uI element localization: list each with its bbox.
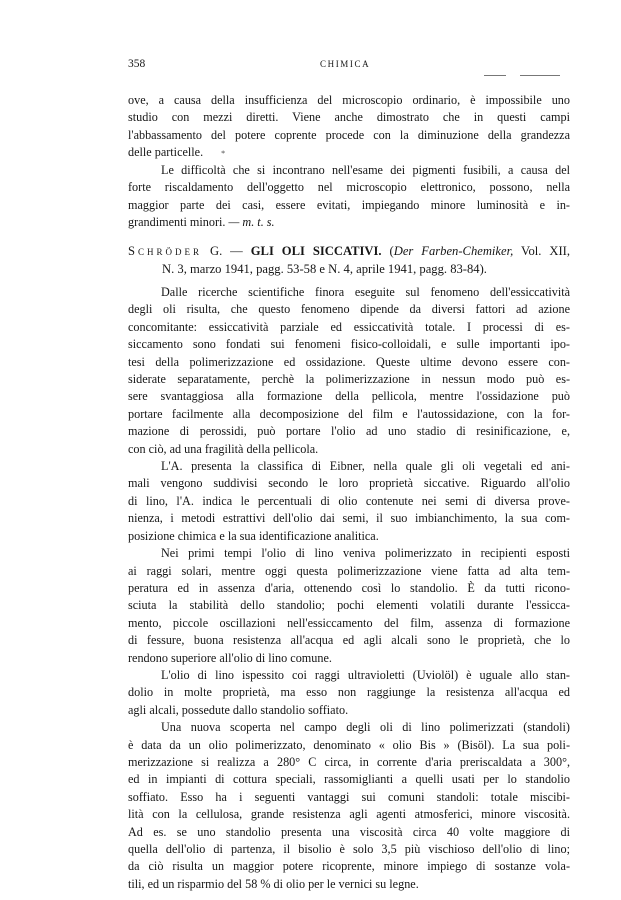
text-line: degli oli risulta, che questo fenomeno dipende da diversi fattori ad azione (128, 302, 570, 317)
text-line: ove, a causa della insufficienza del microscopio ordinario, è impossibile uno (128, 93, 570, 107)
text-line: soffiato. Esso ha i seguenti vantaggi sui comuni standoli: totale miscibi- (128, 789, 570, 804)
text-line: tili, ed un risparmio del 58 % di olio per le vernici su legne. (128, 876, 419, 891)
text-line: Le difficoltà che si incontrano nell'esame dei pigmenti fusibili, a causa del (161, 163, 570, 177)
text-line: ai raggi solari, mentre oggi questa polimerizzazione viene fatta ad alta tem- (128, 563, 570, 578)
prev-article-paragraph-2 (128, 162, 570, 232)
body-paragraph (128, 719, 570, 893)
text-line: L'A. presenta la classifica di Eibner, nella quale gli oli vegetali ed ani- (161, 459, 570, 474)
text-line: sciuta la stabilità dello standolio; pochi elementi volatili durante l'essicca- (128, 598, 570, 613)
text-line: maggior parte dei casi, essere evitati, impiegando minore luminosità e in- (128, 197, 570, 212)
running-head: CHIMICA (320, 59, 371, 69)
text-line: Nei primi tempi l'olio di lino veniva polimerizzato in recipienti esposti (161, 546, 570, 561)
text-line (128, 214, 570, 231)
text-line: ed in impianti di cottura speciali, rassomiglianti a quelli usati per lo standolio (128, 772, 570, 787)
prev-article-paragraph-1 (128, 92, 570, 163)
text-line: sere svantaggiosa alla formazione della pellicola, mentre l'ossidazione può (128, 389, 570, 404)
text-line: L'olio di lino ispessito coi raggi ultravioletti (Uviolöl) è uguale allo stan- (161, 667, 570, 682)
text-line: Dalle ricerche scientifiche finora eseguite sul fenomeno dell'essiccatività (161, 285, 570, 299)
text-line-content: grandimenti minori. (128, 215, 226, 230)
text-line: lità con la cellulosa, grande resistenza agli agenti atmosferici, minore viscosità. (128, 807, 570, 822)
text-line: siderate separatamente, perchè la polimerizzazione in nessun modo può es- (128, 372, 570, 387)
text-line: di fessure, buona resistenza all'acqua ed agli alcali sono le proprietà, che lo (128, 633, 570, 648)
article-author: Schröder (128, 244, 203, 258)
header-rule (520, 75, 560, 76)
text-line: tesi della polimerizzazione ed ossidazione. Queste ultime devono essere con- (128, 354, 570, 369)
text-line: quella dell'olio di partenza, il bisolio è solo 3,5 più vischioso dell'olio di lino; (128, 842, 570, 856)
text-line: studio con mezzi diretti. Viene anche dimostrato che in questi campi (128, 110, 570, 125)
page-number: 358 (128, 58, 146, 70)
article-body (128, 284, 570, 893)
stray-mark: * (221, 149, 226, 159)
text-line (128, 144, 570, 162)
text-line: Una nuova scoperta nel campo degli oli di lino polimerizzati (standoli) (161, 720, 570, 735)
text-line: nienza, i metodi estrattivi dell'olio dai semi, il suo imbianchimento, la sua com- (128, 511, 570, 526)
text-line: l'abbassamento del potere coprente procede con la diminuzione della grandezza (128, 127, 570, 142)
text-line: di lino, l'A. indica le percentuali di olio contenute nei semi di diversa prove- (128, 493, 570, 508)
citation-open: ( (389, 244, 394, 258)
author-signature: — m. t. s. (228, 215, 275, 230)
text-line-content: delle particelle. (128, 145, 204, 160)
article-citation: N. 3, marzo 1941, pagg. 53-58 e N. 4, aprile 1941, pagg. 83-84). (162, 262, 487, 276)
text-line: siccamento sono fondati sui fenomeni fisico-colloidali, e sulle importanti ipo- (128, 337, 570, 352)
text-line: da ciò risulta un maggior potere ricoprente, minore impiego di sostanze vola- (128, 859, 570, 874)
text-line: forte riscaldamento dell'oggetto nel microscopio elettronico, possono, nella (128, 180, 570, 195)
text-line: portare facilmente alla decomposizione del film e l'autossidazione, con la for- (128, 406, 570, 421)
body-paragraph (128, 545, 570, 667)
article-author-initial: G. — (209, 244, 243, 258)
text-line: concomitante: essiccatività parziale ed essiccatività totale. I processi di es- (128, 319, 570, 334)
text-line: mento, piccole oscillazioni nell'essiccamento del film, assenza di formazione (128, 615, 570, 630)
article-title: GLI OLI SICCATIVI. (250, 244, 382, 258)
text-line: agli alcali, possedute dallo standolio soffiato. (128, 702, 349, 717)
header-rule (484, 75, 506, 76)
text-line: rendono superiore all'olio di lino comune. (128, 650, 332, 665)
citation-volume: Vol. XII, (521, 244, 571, 258)
journal-name: Der Farben-Chemiker, (393, 244, 514, 258)
body-paragraph (128, 458, 570, 545)
body-paragraph (128, 667, 570, 719)
page-header (128, 58, 570, 72)
text-line: peratura ed in assenza d'aria, ottenendo così lo standolio. È da tutti ricono- (128, 580, 570, 595)
text-line: mazione di perossidi, può portare l'olio ad uno stadio di resinificazione, e, (128, 424, 570, 439)
article-heading-line (128, 242, 570, 260)
text-line: è data da un olio polimerizzato, denominato « olio Bis » (Bisöl). La sua poli- (128, 737, 570, 752)
text-line: Ad es. se uno standolio presenta una viscosità circa 40 volte maggiore di (128, 824, 570, 839)
text-line: dolio in molte proprietà, ma esso non raggiunge la resistenza all'acqua ed (128, 685, 570, 700)
article-heading (128, 242, 570, 278)
text-line: mali vengono suddivisi secondo le loro proprietà siccative. Riguardo all'olio (128, 476, 570, 491)
text-line: posizione chimica e la sua identificazione analitica. (128, 528, 379, 543)
body-paragraph (128, 284, 570, 458)
text-line: merizzazione si realizza a 280° C circa, in corrente d'aria preriscaldata a 300°, (128, 754, 570, 769)
text-line: con ciò, ad una fragilità della pellicola. (128, 441, 319, 456)
